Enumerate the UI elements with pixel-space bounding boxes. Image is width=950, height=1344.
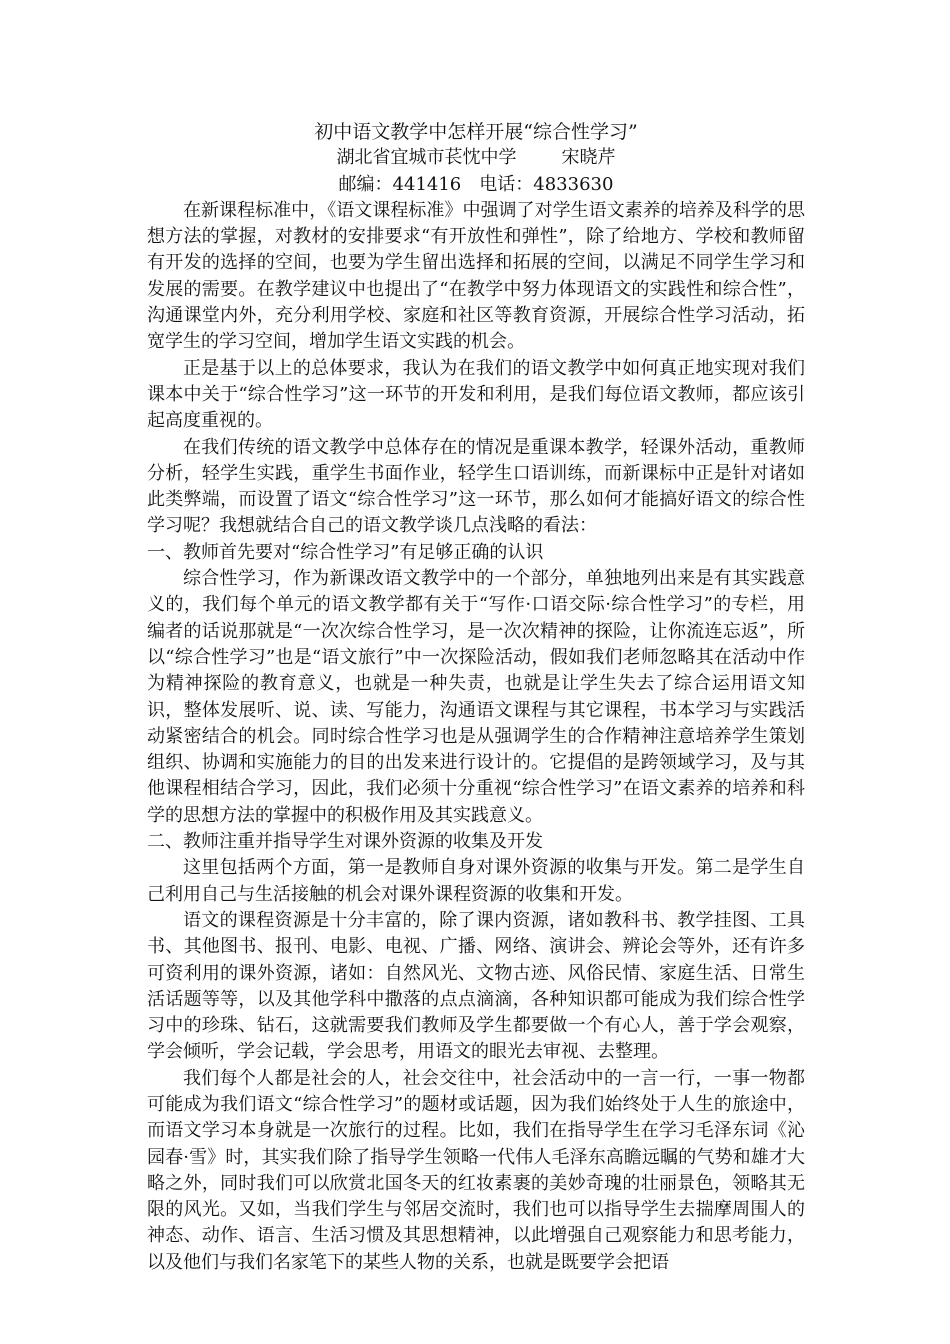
postcode: 邮编：441416 [338, 173, 462, 195]
paragraph-2: 正是基于以上的总体要求，我认为在我们的语文教学中如何真正地实现对我们课本中关于“综合性学习”这一环节的开发和利用，是我们每位语文教师，都应该引起高度重视的。 [147, 357, 805, 432]
school-name: 湖北省宜城市苌忱中学 [336, 147, 517, 169]
author-name: 宋晓芹 [561, 147, 616, 169]
contact-line [147, 172, 805, 198]
author-line [147, 145, 805, 171]
section-heading-1: 一、教师首先要对“综合性学习”有足够正确的认识 [147, 541, 544, 563]
paragraph-4: 综合性学习，作为新课改语文教学中的一个部分，单独地列出来是有其实践意义的，我们每个单元的语文教学都有关于“写作·口语交际·综合性学习”的专栏，用编者的话说那就是“一次次综合性学习，是一次次精神的探险，让你流连忘返”，所以“综合性学习”也是“语文旅行”中一次探险活动，假如我们老师忽略其在活动中作为精神探险的教育意义，也就是一种失责，也就是让学生失去了综合运用语文知识，整体发展听、说、读、写能力，沟通语文课程与其它课程，书本学习与实践活动紧密结合的机会。同时综合性学习也是从强调学生的合作精神注意培养学生策划组织、协调和实施能力的目的出发来进行设计的。它提倡的是跨领域学习，及与其他课程相结合学习，因此，我们必须十分重视“综合性学习”在语文素养的培养和科学的思想方法的掌握中的积极作用及其实践意义。 [147, 568, 805, 826]
paragraph-5: 这里包括两个方面，第一是教师自身对课外资源的收集与开发。第二是学生自己利用自己与生活接触的机会对课外课程资源的收集和开发。 [147, 857, 805, 905]
paragraph-7: 我们每个人都是社会的人，社会交往中，社会活动中的一言一行，一事一物都可能成为我们语文“综合性学习”的题材或话题，因为我们始终处于人生的旅途中，而语文学习本身就是一次旅行的过程。比如，我们在指导学生在学习毛泽东词《沁园春·雪》时，其实我们除了指导学生领略一代伟人毛泽东高瞻远瞩的气势和雄才大略之外，同时我们可以欣赏北国冬天的红妆素裹的美妙奇瑰的壮丽景色，领略其无限的风光。又如，当我们学生与邻居交流时，我们也可以指导学生去揣摩周围人的神态、动作、语言、生活习惯及其思想精神，以此增强自己观察能力和思考能力，以及他们与我们名家笔下的某些人物的关系，也就是既要学会把语 [147, 1067, 805, 1273]
document-title: 初中语文教学中怎样开展“综合性学习” [314, 121, 638, 143]
document-page [147, 119, 805, 1276]
section-heading-2: 二、教师注重并指导学生对课外资源的收集及开发 [147, 831, 543, 853]
paragraph-6: 语文的课程资源是十分丰富的，除了课内资源，诸如教科书、教学挂图、工具书、其他图书、报刊、电影、电视、广播、网络、演讲会、辨论会等外，还有许多可资利用的课外资源，诸如：自然风光、文物古迹、风俗民情、家庭生活、日常生活话题等等，以及其他学科中撒落的点点滴滴，各种知识都可能成为我们综合性学习中的珍珠、钻石，这就需要我们教师及学生都要做一个有心人，善于学会观察，学会倾听，学会记载，学会思考，用语文的眼光去审视、去整理。 [147, 909, 805, 1063]
phone: 电话：4833630 [479, 173, 614, 195]
paragraph-1: 在新课程标准中，《语文课程标准》中强调了对学生语文素养的培养及科学的思想方法的掌握，对教材的安排要求“有开放性和弹性”，除了给地方、学校和教师留有开发的选择的空间，也要为学生留出选择和拓展的空间，以满足不同学生学习和发展的需要。在教学建议中也提出了“在教学中努力体现语文的实践性和综合性”，沟通课堂内外，充分利用学校、家庭和社区等教育资源，开展综合性学习活动，拓宽学生的学习空间，增加学生语文实践的机会。 [147, 199, 805, 353]
paragraph-3: 在我们传统的语文教学中总体存在的情况是重课本教学，轻课外活动，重教师分析，轻学生实践，重学生书面作业，轻学生口语训练，而新课标中正是针对诸如此类弊端，而设置了语文“综合性学习”这一环节，那么如何才能搞好语文的综合性学习呢？我想就结合自己的语文教学谈几点浅略的看法： [147, 436, 805, 537]
